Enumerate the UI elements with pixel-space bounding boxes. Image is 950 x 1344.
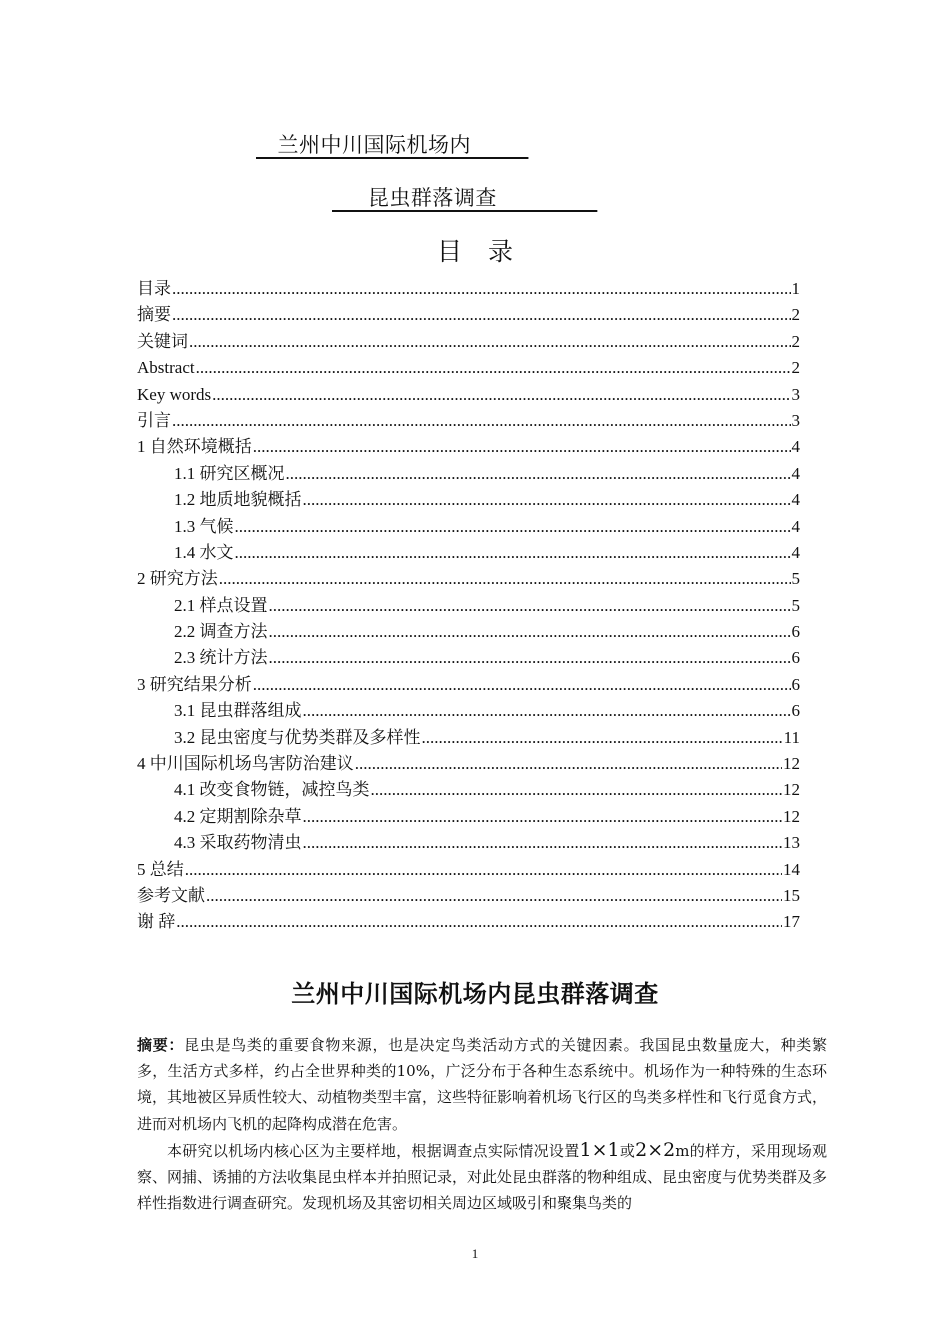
- toc-entry-label: Abstract: [137, 358, 195, 378]
- toc-entry[interactable]: [137, 751, 800, 777]
- toc-leader: [269, 619, 791, 645]
- toc-entry-label: 参考文献: [137, 885, 205, 905]
- toc-entry[interactable]: [137, 593, 800, 619]
- toc-entry-page: 12: [783, 754, 800, 774]
- toc-entry-label: 1.3 气候: [174, 516, 234, 536]
- toc-leader: [189, 329, 791, 355]
- toc-entry[interactable]: [137, 514, 800, 540]
- toc-entry-label: 2 研究方法: [137, 569, 218, 589]
- toc-entry[interactable]: [137, 302, 800, 328]
- toc-entry-page: 4: [791, 463, 800, 483]
- toc-entry[interactable]: [137, 276, 800, 302]
- toc-entry-label: 3.1 昆虫群落组成: [174, 701, 302, 721]
- toc-entry[interactable]: [137, 883, 800, 909]
- toc-entry-label: 谢 辞: [137, 912, 176, 932]
- toc-leader: [219, 566, 791, 592]
- toc-leader: [355, 751, 782, 777]
- toc-leader: [196, 355, 791, 381]
- toc-entry-label: 4.2 定期割除杂草: [174, 806, 302, 826]
- toc-entry-label: 2.2 调查方法: [174, 622, 268, 642]
- abstract-paragraph-1: [137, 1032, 827, 1137]
- toc-entry-label: 1.1 研究区概况: [174, 463, 285, 483]
- toc-entry-page: 6: [791, 622, 800, 642]
- toc-entry-page: 4: [791, 490, 800, 510]
- toc-entry-page: 15: [783, 885, 800, 905]
- toc-leader: [269, 645, 791, 671]
- toc-entry[interactable]: [137, 434, 800, 460]
- main-title: 兰州中川国际机场内昆虫群落调查: [291, 980, 659, 1008]
- toc-entry[interactable]: [137, 408, 800, 434]
- toc-entry-label: 摘要: [137, 305, 171, 325]
- abstract-or: 或: [619, 1141, 636, 1160]
- toc-leader: [286, 461, 791, 487]
- toc-entry[interactable]: [137, 566, 800, 592]
- toc-entry[interactable]: [137, 487, 800, 513]
- toc-entry-page: 6: [791, 648, 800, 668]
- plot-size-1: 1×1: [579, 1138, 620, 1161]
- toc-entry-page: 2: [791, 358, 800, 378]
- toc-entry[interactable]: [137, 540, 800, 566]
- toc-entry-page: 6: [791, 701, 800, 721]
- toc-leader: [212, 382, 790, 408]
- toc-entry[interactable]: [137, 382, 800, 408]
- toc-entry-label: 3.2 昆虫密度与优势类群及多样性: [174, 727, 421, 747]
- abstract-text-1: 昆虫是鸟类的重要食物来源，也是决定鸟类活动方式的关键因素。我国昆虫数量庞大，种类繁多，生活方式多样，约占全世界种类的10%，广泛分布于各种生态系统中。机场作为一种特殊的生态环境，其地被区异质性较大、动植物类型丰富，这些特征影响着机场飞行区的鸟类多样性和飞行觅食方式，进而对机场内飞机的起降构成潜在危害。: [137, 1036, 828, 1133]
- toc-entry-label: 引言: [137, 410, 171, 430]
- toc-leader: [253, 672, 791, 698]
- toc-entry-page: 4: [791, 437, 800, 457]
- abstract-section: [137, 1032, 827, 1216]
- toc-leader: [235, 540, 791, 566]
- toc-entry-page: 3: [791, 410, 800, 430]
- toc-leader: [422, 725, 783, 751]
- toc-entry-page: 4: [791, 542, 800, 562]
- toc-entry-label: 4.1 改变食物链，减控鸟类: [174, 780, 370, 800]
- plot-size-2: 2×2: [635, 1138, 676, 1161]
- toc-leader: [253, 434, 791, 460]
- toc-entry-page: 3: [791, 384, 800, 404]
- abstract-paragraph-2: [137, 1137, 827, 1217]
- toc-heading: 目录: [436, 237, 539, 266]
- toc-leader: [185, 857, 782, 883]
- toc-leader: [172, 408, 791, 434]
- toc-leader: [172, 276, 791, 302]
- toc-entry-page: 2: [791, 331, 800, 351]
- toc-entry[interactable]: [137, 355, 800, 381]
- toc-entry-label: 2.3 统计方法: [174, 648, 268, 668]
- toc-leader: [269, 593, 791, 619]
- cover-title-line-1: 兰州中川国际机场内: [256, 133, 529, 157]
- toc-leader: [235, 514, 791, 540]
- toc-entry[interactable]: [137, 672, 800, 698]
- abstract-label: 摘要：: [137, 1036, 185, 1054]
- toc-entry[interactable]: [137, 645, 800, 671]
- toc-entry-label: 1 自然环境概括: [137, 437, 252, 457]
- page-number: 1: [471, 1246, 479, 1261]
- toc-leader: [371, 777, 783, 803]
- toc-entry[interactable]: [137, 461, 800, 487]
- toc-entry-page: 5: [791, 595, 800, 615]
- toc-entry-page: 1: [791, 279, 800, 298]
- toc-entry[interactable]: [137, 777, 800, 803]
- toc-entry[interactable]: [137, 619, 800, 645]
- toc-leader: [172, 302, 791, 328]
- toc-entry-label: 目录: [137, 279, 171, 298]
- table-of-contents: [137, 276, 800, 936]
- abstract-text-2a: 本研究以机场内核心区为主要样地，根据调查点实际情况设置: [167, 1141, 580, 1160]
- toc-entry-page: 11: [783, 727, 800, 747]
- toc-entry[interactable]: [137, 329, 800, 355]
- toc-entry-page: 12: [783, 780, 800, 800]
- toc-entry-page: 4: [791, 516, 800, 536]
- toc-entry-label: 3 研究结果分析: [137, 674, 252, 694]
- toc-leader: [303, 487, 791, 513]
- toc-entry-page: 6: [791, 674, 800, 694]
- toc-entry-page: 5: [791, 569, 800, 589]
- toc-leader: [303, 830, 783, 856]
- toc-entry-label: Key words: [137, 384, 212, 404]
- toc-entry-page: 17: [783, 912, 800, 932]
- toc-entry-label: 4 中川国际机场鸟害防治建议: [137, 754, 354, 774]
- toc-entry[interactable]: [137, 857, 800, 883]
- toc-leader: [206, 883, 782, 909]
- toc-entry-label: 1.4 水文: [174, 542, 234, 562]
- toc-entry[interactable]: [137, 909, 800, 935]
- toc-entry-page: 13: [783, 833, 800, 853]
- toc-leader: [303, 804, 783, 830]
- toc-entry[interactable]: [137, 725, 800, 751]
- toc-leader: [303, 698, 791, 724]
- cover-title-line-2: 昆虫群落调查: [332, 186, 598, 210]
- toc-entry[interactable]: [137, 698, 800, 724]
- toc-entry[interactable]: [137, 830, 800, 856]
- toc-entry-label: 关键词: [137, 331, 188, 351]
- toc-entry-label: 4.3 采取药物清虫: [174, 833, 302, 853]
- abstract-text-2b: m的样方，采用现场观察、网捕、诱捕的方法收集昆虫样本并拍照记录，对此处昆虫群落的物种组成、昆虫密度与优势类群及多样性指数进行调查研究。发现机场及其密切相关周边区域吸引和聚集鸟类的: [137, 1141, 828, 1213]
- toc-leader: [176, 909, 782, 935]
- toc-entry-label: 2.1 样点设置: [174, 595, 268, 615]
- toc-entry-label: 5 总结: [137, 859, 184, 879]
- toc-entry-page: 12: [783, 806, 800, 826]
- toc-entry-page: 2: [791, 305, 800, 325]
- toc-entry[interactable]: [137, 804, 800, 830]
- toc-entry-label: 1.2 地质地貌概括: [174, 490, 302, 510]
- toc-entry-page: 14: [783, 859, 800, 879]
